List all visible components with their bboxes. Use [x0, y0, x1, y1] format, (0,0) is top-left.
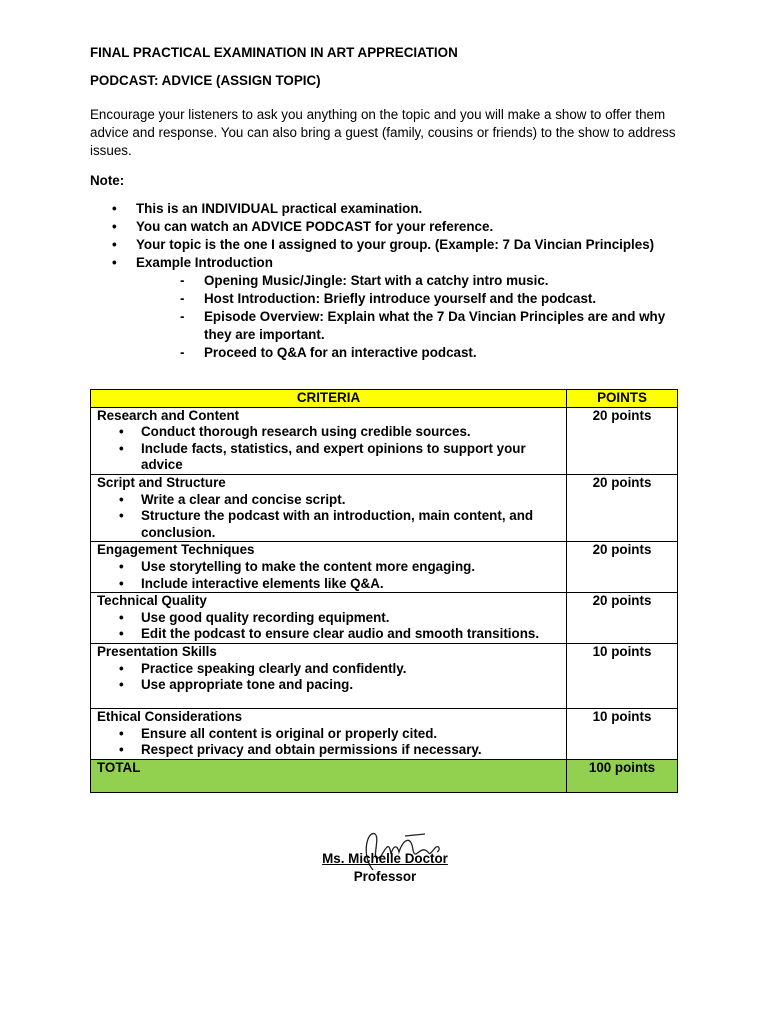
table-row [91, 407, 678, 474]
bullet-icon: • [119, 660, 124, 676]
bullet-icon: • [119, 742, 124, 758]
list-item: • You can watch an ADVICE PODCAST for your reference. [112, 219, 494, 234]
note-label: Note: [90, 173, 125, 188]
criteria-table [90, 389, 678, 793]
criteria-cell [91, 643, 567, 708]
criteria-item: • Write a clear and concise script. [119, 491, 346, 507]
criteria-item: • Conduct thorough research using credible sources. [119, 424, 471, 440]
bullet-icon: • [119, 575, 124, 591]
criteria-name: Engagement Techniques [97, 542, 255, 558]
criteria-cell [91, 708, 567, 759]
bullet-icon: • [119, 491, 124, 507]
dash-icon: - [180, 309, 185, 324]
criteria-item: • Edit the podcast to ensure clear audio and smooth transitions. [119, 626, 540, 642]
points-header: POINTS [567, 390, 678, 408]
list-item: - Episode Overview: Explain what the 7 Da Vincian Principles are and why they are important. [180, 309, 666, 342]
table-row [91, 593, 678, 644]
signature-block [320, 850, 450, 886]
criteria-name: Technical Quality [97, 593, 207, 609]
intro-paragraph: Encourage your listeners to ask you anything on the topic and you will make a show to offer them advice and response. You can also bring a guest (family, cousins or friends) to the show to address issues. [90, 107, 676, 158]
notes-list [90, 200, 680, 362]
bullet-icon: • [119, 424, 124, 440]
list-item: • This is an INDIVIDUAL practical examination. [112, 201, 423, 216]
bullet-icon: • [119, 725, 124, 741]
total-label: TOTAL [91, 759, 567, 792]
criteria-cell [91, 593, 567, 644]
bullet-icon: • [112, 219, 117, 234]
criteria-name: Script and Structure [97, 474, 226, 490]
table-row [91, 542, 678, 593]
bullet-icon: • [119, 508, 124, 524]
criteria-item: • Use appropriate tone and pacing. [119, 677, 354, 693]
signatory-role: Professor [353, 869, 417, 884]
criteria-item: • Include facts, statistics, and expert opinions to support your advice [119, 440, 526, 473]
bullet-icon: • [119, 558, 124, 574]
total-row [91, 759, 678, 792]
criteria-item: • Use storytelling to make the content more engaging. [119, 558, 476, 574]
criteria-name: Research and Content [97, 407, 240, 423]
total-points: 100 points [567, 759, 678, 792]
bullet-icon: • [119, 626, 124, 642]
list-item: - Proceed to Q&A for an interactive podcast. [180, 345, 477, 360]
table-header-row [91, 390, 678, 408]
intro-steps-list [136, 272, 680, 362]
dash-icon: - [180, 291, 185, 306]
criteria-header: CRITERIA [91, 390, 567, 408]
document-title: FINAL PRACTICAL EXAMINATION IN ART APPRECIATION [90, 45, 458, 60]
criteria-item: • Practice speaking clearly and confidently. [119, 660, 407, 676]
list-item: • Example Introduction - Opening Music/Jingle: Start with a catchy intro music. - Host Introduction: Briefly introduce yourself and the podcast. - Episode Overview: Explain what the 7 Da Vincian Principles are and why they are important. - Proceed to Q&A for an interactive podcast. [90, 254, 680, 362]
points-cell: 20 points [567, 542, 678, 593]
criteria-cell [91, 407, 567, 474]
points-cell: 20 points [567, 407, 678, 474]
bullet-icon: • [112, 237, 117, 252]
criteria-cell [91, 542, 567, 593]
bullet-icon: • [112, 201, 117, 216]
criteria-name: Presentation Skills [97, 643, 217, 659]
list-item: - Host Introduction: Briefly introduce yourself and the podcast. [180, 291, 597, 306]
table-row [91, 643, 678, 708]
points-cell: 20 points [567, 593, 678, 644]
points-cell: 20 points [567, 474, 678, 541]
dash-icon: - [180, 345, 185, 360]
list-item: • Your topic is the one I assigned to your group. (Example: 7 Da Vincian Principles) [112, 237, 655, 252]
bullet-icon: • [119, 440, 124, 456]
bullet-icon: • [119, 677, 124, 693]
bullet-icon: • [119, 609, 124, 625]
points-cell: 10 points [567, 643, 678, 708]
list-item: - Opening Music/Jingle: Start with a catchy intro music. [180, 273, 549, 288]
table-row [91, 708, 678, 759]
criteria-item: • Respect privacy and obtain permissions if necessary. [119, 742, 482, 758]
table-row [91, 474, 678, 541]
bullet-icon: • [112, 255, 117, 270]
criteria-item: • Include interactive elements like Q&A. [119, 575, 384, 591]
criteria-cell [91, 474, 567, 541]
document-subtitle: PODCAST: ADVICE (ASSIGN TOPIC) [90, 73, 321, 88]
dash-icon: - [180, 273, 185, 288]
criteria-item: • Use good quality recording equipment. [119, 609, 390, 625]
criteria-item: • Structure the podcast with an introduction, main content, and conclusion. [119, 508, 534, 540]
points-cell: 10 points [567, 708, 678, 759]
criteria-item: • Ensure all content is original or properly cited. [119, 725, 438, 741]
signatory-name: Ms. Michelle Doctor [322, 851, 448, 866]
criteria-name: Ethical Considerations [97, 708, 243, 724]
